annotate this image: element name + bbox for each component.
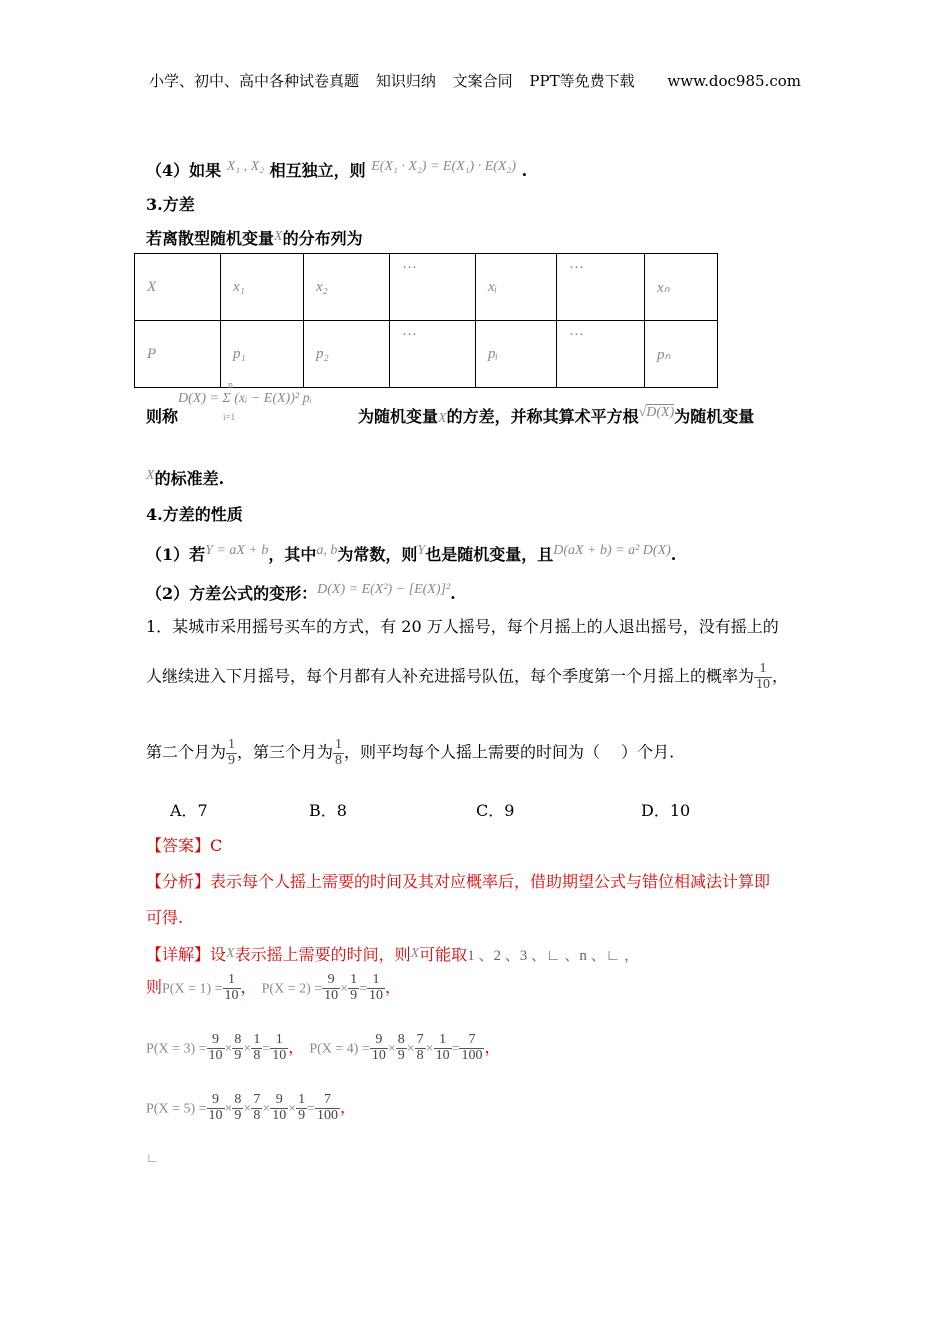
table-cell: x₂ — [304, 254, 390, 321]
fraction-numerator: 1 — [754, 662, 772, 678]
table-cell: p₁ — [221, 321, 304, 388]
option-a[interactable]: A．7 — [170, 801, 208, 820]
question-line-1: 1．某城市采用摇号买车的方式，有 20 万人摇号，每个月摇上的人退出摇号，没有摇上的 — [146, 617, 779, 636]
section-3-intro — [146, 226, 363, 249]
fraction-numerator: 1 — [270, 1033, 288, 1049]
table-row — [135, 254, 718, 321]
section-3-intro-pre: 若离散型随机变量 — [146, 229, 275, 248]
fraction — [367, 973, 385, 1003]
page-header — [0, 70, 950, 91]
fraction-numerator: 9 — [322, 973, 340, 989]
equation-lhs: P(X = 1) = — [162, 981, 223, 997]
fraction-numerator: 1 — [253, 1032, 261, 1047]
detail-values: 1 、2 、3 、∟ 、n 、∟ ， — [467, 948, 640, 964]
variance-def-mid: 为随机变量 — [358, 407, 439, 426]
detail-c: 可能取 — [419, 945, 468, 964]
fraction-denominator: 9 — [397, 1047, 405, 1063]
fraction-denominator: 10 — [224, 987, 239, 1003]
property-4-end: . — [521, 161, 528, 180]
variance-formula: D(X) = Σ (xᵢ − E(X))² pᵢ — [178, 391, 312, 406]
detail-line — [146, 942, 639, 965]
times-sign: × — [262, 1101, 271, 1117]
property-2-formula: D(X) = E(X²) − [E(X)]² — [317, 582, 451, 597]
fraction — [370, 1033, 388, 1063]
fraction-numerator: 1 — [335, 737, 343, 752]
then-label: 则 — [146, 977, 163, 997]
detail-label: 【详解】 — [146, 945, 211, 964]
fraction — [223, 973, 241, 1003]
sum-upper: n — [228, 380, 233, 391]
question-line-2-end: ， — [772, 666, 789, 686]
fraction-denominator: 8 — [253, 1107, 261, 1123]
fraction-denominator: 8 — [335, 752, 343, 768]
table-cell: pₙ — [645, 321, 718, 388]
fraction — [396, 1033, 407, 1063]
detail-a: 设 — [210, 945, 227, 964]
fraction — [251, 1093, 262, 1123]
property-4-vars: X₁ , X₂ — [226, 159, 265, 174]
std-dev-line — [146, 466, 224, 489]
fraction-denominator: 8 — [253, 1047, 261, 1063]
property-1-ab: a, b — [316, 543, 338, 558]
fraction — [434, 1033, 452, 1063]
equation-row-3 — [146, 1093, 356, 1123]
section-3-intro-post: 的分布列为 — [282, 229, 363, 248]
fraction — [251, 1033, 262, 1063]
variance-def-pre: 则称 — [146, 407, 179, 426]
analysis-text-1: 表示每个人摇上需要的时间及其对应概率后，借助期望公式与错位相减法计算即 — [210, 872, 771, 891]
table-cell: x₁ — [221, 254, 304, 321]
fraction-numerator: 9 — [270, 1093, 288, 1109]
fraction-numerator: 8 — [397, 1032, 405, 1047]
fraction — [333, 738, 344, 768]
comma: ， — [484, 1037, 501, 1057]
sqrt-symbol: √D(X) — [638, 405, 675, 420]
fraction — [270, 1033, 288, 1063]
times-sign: × — [406, 1041, 415, 1057]
property-4-mid: 相互独立，则 — [269, 161, 366, 180]
property-1-mid2: 为常数，则 — [337, 545, 418, 564]
fraction-numerator: 9 — [370, 1033, 388, 1049]
table-cell: pᵢ — [476, 321, 557, 388]
variance-def-end: 为随机变量 — [674, 407, 755, 426]
question-line-3-b: ，第三个月为 — [237, 742, 334, 762]
equation-lhs: P(X = 4) = — [309, 1041, 370, 1057]
fraction-denominator: 10 — [324, 987, 339, 1003]
detail-b: 表示摇上需要的时间，则 — [234, 945, 411, 964]
fraction-denominator: 10 — [435, 1047, 450, 1063]
times-sign: × — [288, 1101, 297, 1117]
times-sign: × — [387, 1041, 396, 1057]
equation-row-2 — [146, 1033, 501, 1063]
table-cell: X — [135, 254, 221, 321]
option-c[interactable]: C．9 — [476, 801, 515, 820]
fraction — [315, 1093, 340, 1123]
equals-sign: = — [307, 1101, 316, 1117]
fraction-denominator: 10 — [272, 1107, 287, 1123]
property-1-end: . — [670, 545, 677, 564]
fraction-denominator: 10 — [272, 1047, 287, 1063]
fraction-denominator: 9 — [234, 1107, 242, 1123]
std-dev-text: 的标准差. — [154, 469, 225, 488]
table-cell: ··· — [390, 321, 476, 388]
fraction — [207, 1033, 225, 1063]
fraction-numerator: 7 — [416, 1032, 424, 1047]
variance-def-mid2: 的方差，并称其算术平方根 — [446, 407, 639, 426]
fraction-denominator: 9 — [350, 987, 358, 1003]
fraction-numerator: 1 — [228, 737, 236, 752]
header-docs: 文案合同 — [452, 72, 513, 90]
distribution-table — [134, 253, 718, 388]
property-1-y: Y — [417, 543, 426, 558]
option-b[interactable]: B．8 — [309, 801, 347, 820]
section-3-heading: 3.方差 — [146, 195, 195, 214]
question-line-3 — [146, 738, 674, 768]
fraction-numerator: 1 — [367, 973, 385, 989]
question-line-3-c: ，则平均每个人摇上需要的时间为（ ）个月. — [344, 742, 675, 762]
fraction-numerator: 7 — [315, 1093, 340, 1109]
header-topics: 知识归纳 — [375, 72, 436, 90]
question-line-3-a: 第二个月为 — [146, 742, 227, 762]
fraction-denominator: 8 — [416, 1047, 424, 1063]
property-1-mid3: 也是随机变量，且 — [425, 545, 554, 564]
fraction — [754, 662, 772, 692]
fraction-numerator: 1 — [223, 973, 241, 989]
times-sign: × — [425, 1041, 434, 1057]
property-1-mid: ，其中 — [268, 545, 317, 564]
times-sign: × — [224, 1101, 233, 1117]
table-cell: xᵢ — [476, 254, 557, 321]
fraction — [226, 738, 237, 768]
fraction-denominator: 100 — [461, 1047, 483, 1063]
equals-sign: = — [262, 1041, 271, 1057]
property-1 — [146, 542, 676, 565]
sum-lower: i=1 — [223, 412, 236, 422]
header-categories: 小学、初中、高中各种试卷真题 — [149, 72, 360, 90]
section-4-heading: 4.方差的性质 — [146, 505, 243, 524]
header-url[interactable]: www.doc985.com — [667, 72, 801, 90]
property-1-formula: D(aX + b) = a² D(X) — [553, 543, 671, 558]
equals-sign: = — [451, 1041, 460, 1057]
fraction — [322, 973, 340, 1003]
section-3-intro-var: X — [274, 229, 283, 244]
times-sign: × — [243, 1041, 252, 1057]
equation-lhs: P(X = 2) = — [261, 981, 323, 997]
table-cell: P — [135, 321, 221, 388]
fraction-numerator: 9 — [207, 1093, 225, 1109]
std-dev-var: X — [146, 468, 155, 483]
fraction-denominator: 10 — [368, 987, 383, 1003]
times-sign: × — [340, 981, 349, 997]
fraction-numerator: 1 — [434, 1033, 452, 1049]
property-4-formula: E(X₁ · X₂) = E(X₁) · E(X₂) — [371, 159, 516, 174]
comma: ， — [288, 1037, 305, 1057]
question-line-2-text: 人继续进入下月摇号，每个月都有人补充进摇号队伍，每个季度第一个月摇上的概率为 — [146, 666, 755, 686]
fraction-denominator: 9 — [298, 1107, 306, 1123]
fraction — [296, 1093, 307, 1123]
property-2-pre: （2）方差公式的变形： — [146, 584, 318, 603]
times-sign: × — [224, 1041, 233, 1057]
question-line-2 — [146, 662, 788, 692]
fraction-numerator: 8 — [234, 1092, 242, 1107]
variance-def-rest — [358, 404, 754, 427]
equation-lhs: P(X = 3) = — [146, 1041, 207, 1057]
table-cell: ··· — [557, 254, 645, 321]
variance-def-var: X — [438, 411, 447, 426]
fraction-denominator: 10 — [371, 1047, 386, 1063]
fraction-numerator: 7 — [253, 1092, 261, 1107]
fraction — [415, 1033, 426, 1063]
table-cell: ··· — [390, 254, 476, 321]
fraction-denominator: 9 — [234, 1047, 242, 1063]
property-2-end: . — [450, 584, 456, 603]
fraction — [348, 973, 359, 1003]
analysis-line-1 — [146, 869, 770, 892]
table-cell: ··· — [557, 321, 645, 388]
fraction-denominator: 9 — [228, 752, 236, 768]
property-2 — [146, 581, 456, 604]
times-sign: × — [243, 1101, 252, 1117]
fraction — [232, 1033, 243, 1063]
answer-label: 【答案】C — [146, 836, 223, 855]
fraction-numerator: 1 — [350, 972, 358, 987]
table-cell: p₂ — [304, 321, 390, 388]
equation-row-1 — [146, 973, 401, 1003]
fraction-numerator: 9 — [207, 1033, 225, 1049]
fraction-denominator: 10 — [756, 676, 771, 692]
fraction — [459, 1033, 484, 1063]
detail-var-2: X — [410, 946, 420, 961]
comma: ， — [384, 977, 401, 997]
property-1-pre: （1）若 — [146, 545, 206, 564]
option-d[interactable]: D．10 — [641, 801, 691, 820]
header-ppt: PPT等免费下载 — [529, 72, 635, 90]
property-4-prefix: （4）如果 — [146, 161, 222, 180]
fraction-numerator: 1 — [298, 1092, 306, 1107]
fraction — [207, 1093, 225, 1123]
fraction-numerator: 7 — [459, 1033, 484, 1049]
comma: ， — [240, 977, 257, 997]
table-cell: xₙ — [645, 254, 718, 321]
fraction — [232, 1093, 243, 1123]
analysis-line-2: 可得. — [146, 908, 184, 927]
table-row — [135, 321, 718, 388]
equals-sign: = — [359, 981, 367, 997]
equation-lhs: P(X = 5) = — [146, 1101, 207, 1117]
sqrt-expr: D(X) — [646, 405, 675, 420]
fraction-denominator: 10 — [208, 1107, 223, 1123]
fraction-denominator: 10 — [208, 1047, 223, 1063]
detail-var: X — [226, 946, 235, 961]
property-4 — [146, 158, 527, 181]
analysis-label: 【分析】 — [146, 872, 211, 891]
fraction-numerator: 8 — [234, 1032, 242, 1047]
fraction — [270, 1093, 288, 1123]
fraction-denominator: 100 — [317, 1107, 339, 1123]
comma: ， — [340, 1097, 357, 1117]
continuation-mark: ∟ — [146, 1150, 159, 1165]
property-1-eq: Y = aX + b — [205, 543, 269, 558]
variance-definition — [146, 404, 178, 427]
